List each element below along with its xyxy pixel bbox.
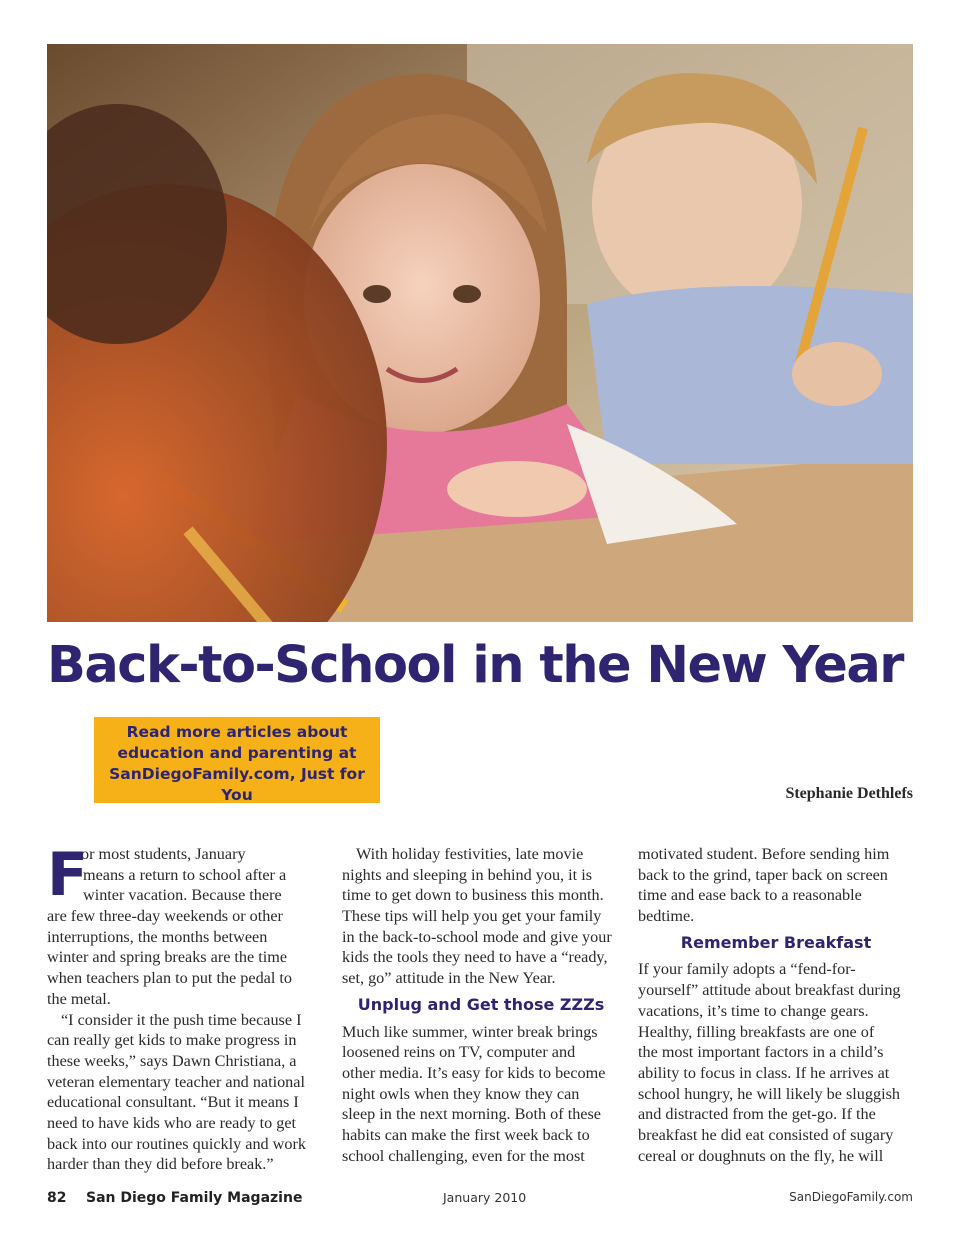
body-line: night owls when they know they can [342,1084,580,1103]
body-line: other media. It’s easy for kids to become [342,1063,606,1082]
body-line: can really get kids to make progress in [47,1031,297,1050]
body-line: the most important factors in a child’s [638,1043,884,1062]
body-line: loosened reins on TV, computer and [342,1043,576,1062]
body-line: breakfast he did eat consisted of sugary [638,1125,894,1144]
body-line: or most students, January [81,845,246,863]
body-line: vacations, it’s time to change gears. [638,1001,869,1020]
body-line: Much like summer, winter break brings [342,1022,598,1041]
body-line: the metal. [47,989,111,1008]
body-line: bedtime. [638,907,695,926]
issue-date: January 2010 [443,1190,527,1205]
page-number: 82 [47,1190,67,1206]
body-line: time and ease back to a reasonable [638,886,862,905]
article-headline: Back-to-School in the New Year [47,636,903,695]
body-line: yourself” attitude about breakfast during [638,981,901,1000]
body-line: set, go” attitude in the New Year. [342,969,556,988]
classroom-photo-illustration [47,44,913,622]
promo-line: SanDiegoFamily.com, Just for You [109,765,365,804]
body-line: kids the tools they need to have a “ready, [342,948,608,967]
article-column-3 [638,844,914,1166]
body-line: need to have kids who are ready to get [47,1113,297,1132]
body-line: winter vacation. Because there [83,886,282,905]
body-line: in the back-to-school mode and give your [342,927,612,946]
body-line: school hungry, he will likely be sluggish [638,1084,900,1103]
body-line: cereal or doughnuts on the fly, he will [638,1146,884,1165]
body-line: these weeks,” says Dawn Christiana, a [47,1051,297,1070]
article-photo [47,44,913,622]
article-column-1 [47,840,317,1175]
promo-box[interactable] [94,717,380,803]
body-line: winter and spring breaks are the time [47,948,288,967]
body-line: time to get down to business this month. [342,886,604,905]
promo-line: Read more articles about [126,723,348,741]
body-line: when teachers plan to put the pedal to [47,969,292,988]
body-line: school challenging, even for the most [342,1146,585,1165]
body-line: These tips will help you get your family [342,907,602,926]
body-line: “I consider it the push time because I [61,1010,302,1029]
body-line: are few three-day weekends or other [47,907,283,926]
body-line: back into our routines quickly and work [47,1134,306,1153]
body-line: and distracted from the get-go. If the [638,1105,876,1124]
dropcap-paragraph [47,840,317,910]
body-line: If your family adopts a “fend-for- [638,960,856,979]
article-column-2 [342,844,620,1166]
section-subhead: Unplug and Get those ZZZs [357,994,605,1014]
magazine-name: San Diego Family Magazine [86,1190,303,1206]
author-byline: Stephanie Dethlefs [785,785,913,802]
body-line: means a return to school after a [83,865,287,884]
section-subhead: Remember Breakfast [680,932,872,952]
dropcap-letter: F [47,840,88,910]
body-line: interruptions, the months between [47,927,268,946]
body-line: sleep in the next morning. Both of these [342,1105,601,1124]
body-line: ability to focus in class. If he arrives at [638,1063,890,1082]
body-line: habits can make the first week back to [342,1125,590,1144]
promo-line: education and parenting at [117,744,357,762]
body-line: motivated student. Before sending him [638,845,890,863]
body-line: veteran elementary teacher and national [47,1072,305,1091]
body-line: harder than they did before break.” [47,1155,274,1174]
body-line: With holiday festivities, late movie [356,845,584,863]
body-line: educational consultant. “But it means I [47,1093,299,1112]
body-line: Healthy, filling breakfasts are one of [638,1022,875,1041]
body-line: back to the grind, taper back on screen [638,865,888,884]
website-link[interactable]: SanDiegoFamily.com [789,1190,913,1204]
body-line: nights and sleeping in behind you, it is [342,865,592,884]
